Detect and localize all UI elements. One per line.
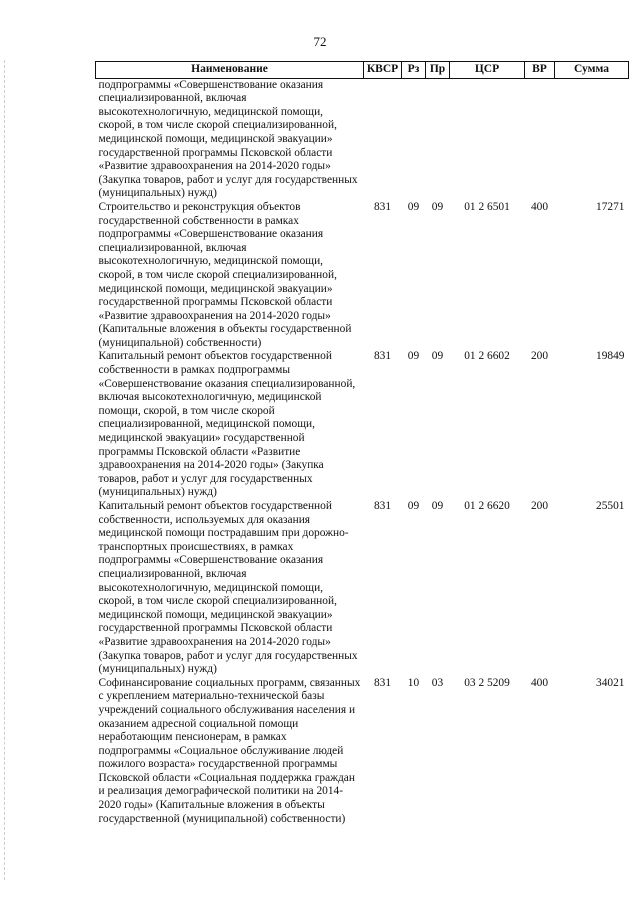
header-kvsr: КВСР: [364, 62, 402, 79]
cell-vr: 200: [530, 500, 549, 512]
table-row: [96, 201, 629, 351]
cell-rz: [402, 78, 426, 201]
cell-rz: 09: [407, 200, 420, 213]
cell-pr: 09: [431, 500, 444, 512]
cell-kvsr: 831: [373, 200, 392, 213]
cell-pr: 09: [431, 350, 444, 363]
cell-name: Капитальный ремонт объектов государственной собственности в рамках подпрограммы «Совершенствование оказания специализированной, включая высокотехнологичную, медицинской помощи, скорой, в том числе скорой специализированной, медицинской помощи, медицинской эвакуации» государственной программы Псковской области «Развитие здравоохранения на 2014-2020 годы» (Закупка товаров, работ и услуг для государственных (муниципальных) нужд): [98, 350, 356, 499]
cell-kvsr: [364, 78, 402, 201]
cell-pr: 03: [431, 676, 444, 689]
table-row: [96, 78, 629, 201]
cell-rz: 10: [407, 676, 420, 689]
cell-vr: 400: [530, 200, 549, 213]
header-csr: ЦСР: [450, 62, 525, 79]
cell-rz: 09: [407, 350, 420, 363]
cell-vr: [525, 78, 555, 201]
cell-csr: 01 2 6501: [464, 200, 510, 213]
cell-pr: [426, 78, 450, 201]
cell-name: подпрограммы «Совершенствование оказания специализированной, включая высокотехнологичную, медицинской помощи, скорой, в том числе скорой специализированной, медицинской помощи, медицинской эвакуации» государственной программы Псковской области «Развитие здравоохранения на 2014-2020 годы» (Закупка товаров, работ и услуг для государственных (муниципальных) нужд): [98, 78, 358, 200]
cell-csr: 01 2 6620: [464, 500, 510, 512]
header-rz: Рз: [402, 62, 426, 79]
header-pr: Пр: [426, 62, 450, 79]
page-number: 72: [313, 34, 327, 49]
cell-name: Софинансирование социальных программ, связанных с укреплением материально-технической базы учреждений социального обслуживания населения и оказанием адресной социальной помощи неработающим пенсионерам, в рамках подпрограммы «Социальное обслуживание людей пожилого возраста» государственной программы Псковской области «Социальная поддержка граждан и реализация демографической политики на 2014-2020 годы» (Капитальные вложения в объекты государственной (муниципальной) собственности): [98, 676, 361, 825]
header-sum: Сумма: [555, 62, 629, 79]
cell-csr: 03 2 5209: [464, 676, 510, 689]
cell-pr: 09: [431, 200, 444, 213]
cell-kvsr: 831: [373, 350, 392, 363]
cell-name: Строительство и реконструкция объектов государственной собственности в рамках подпрограммы «Совершенствование оказания специализированной, включая высокотехнологичную, медицинской помощи, скорой, в том числе скорой специализированной, медицинской помощи, медицинской эвакуации» государственной программы Псковской области «Развитие здравоохранения на 2014-2020 годы» (Капитальные вложения в объекты государственной (муниципальной) собственности): [98, 200, 352, 349]
cell-kvsr: 831: [373, 676, 392, 689]
budget-table-container: [95, 61, 628, 826]
cell-csr: [450, 78, 525, 201]
budget-table: [95, 61, 629, 826]
cell-sum: 19849: [596, 350, 625, 363]
cell-rz: 09: [407, 500, 420, 512]
header-vr: ВР: [525, 62, 555, 79]
cell-csr: 01 2 6602: [464, 350, 510, 363]
cell-sum: [555, 78, 629, 201]
table-row: [96, 350, 629, 500]
table-row: [96, 677, 629, 827]
cell-name: Капитальный ремонт объектов государственной собственности, используемых для оказания медицинской помощи пострадавшим при дорожно-транспортных происшествиях, в рамках подпрограммы «Совершенствование оказания специализированной, включая высокотехнологичную, медицинской помощи, скорой, в том числе скорой специализированной, медицинской помощи, медицинской эвакуации» государственной программы Псковской области «Развитие здравоохранения на 2014-2020 годы» (Закупка товаров, работ и услуг для государственных (муниципальных) нужд): [98, 500, 358, 676]
scan-edge-line: [4, 60, 5, 880]
cell-vr: 200: [530, 350, 549, 363]
cell-vr: 400: [530, 676, 549, 689]
cell-sum: 25501: [596, 500, 625, 512]
header-name: Наименование: [96, 62, 364, 79]
table-row: [96, 500, 629, 677]
cell-kvsr: 831: [373, 500, 392, 512]
cell-sum: 34021: [596, 676, 625, 689]
table-header-row: [96, 62, 629, 79]
cell-sum: 17271: [596, 200, 625, 213]
